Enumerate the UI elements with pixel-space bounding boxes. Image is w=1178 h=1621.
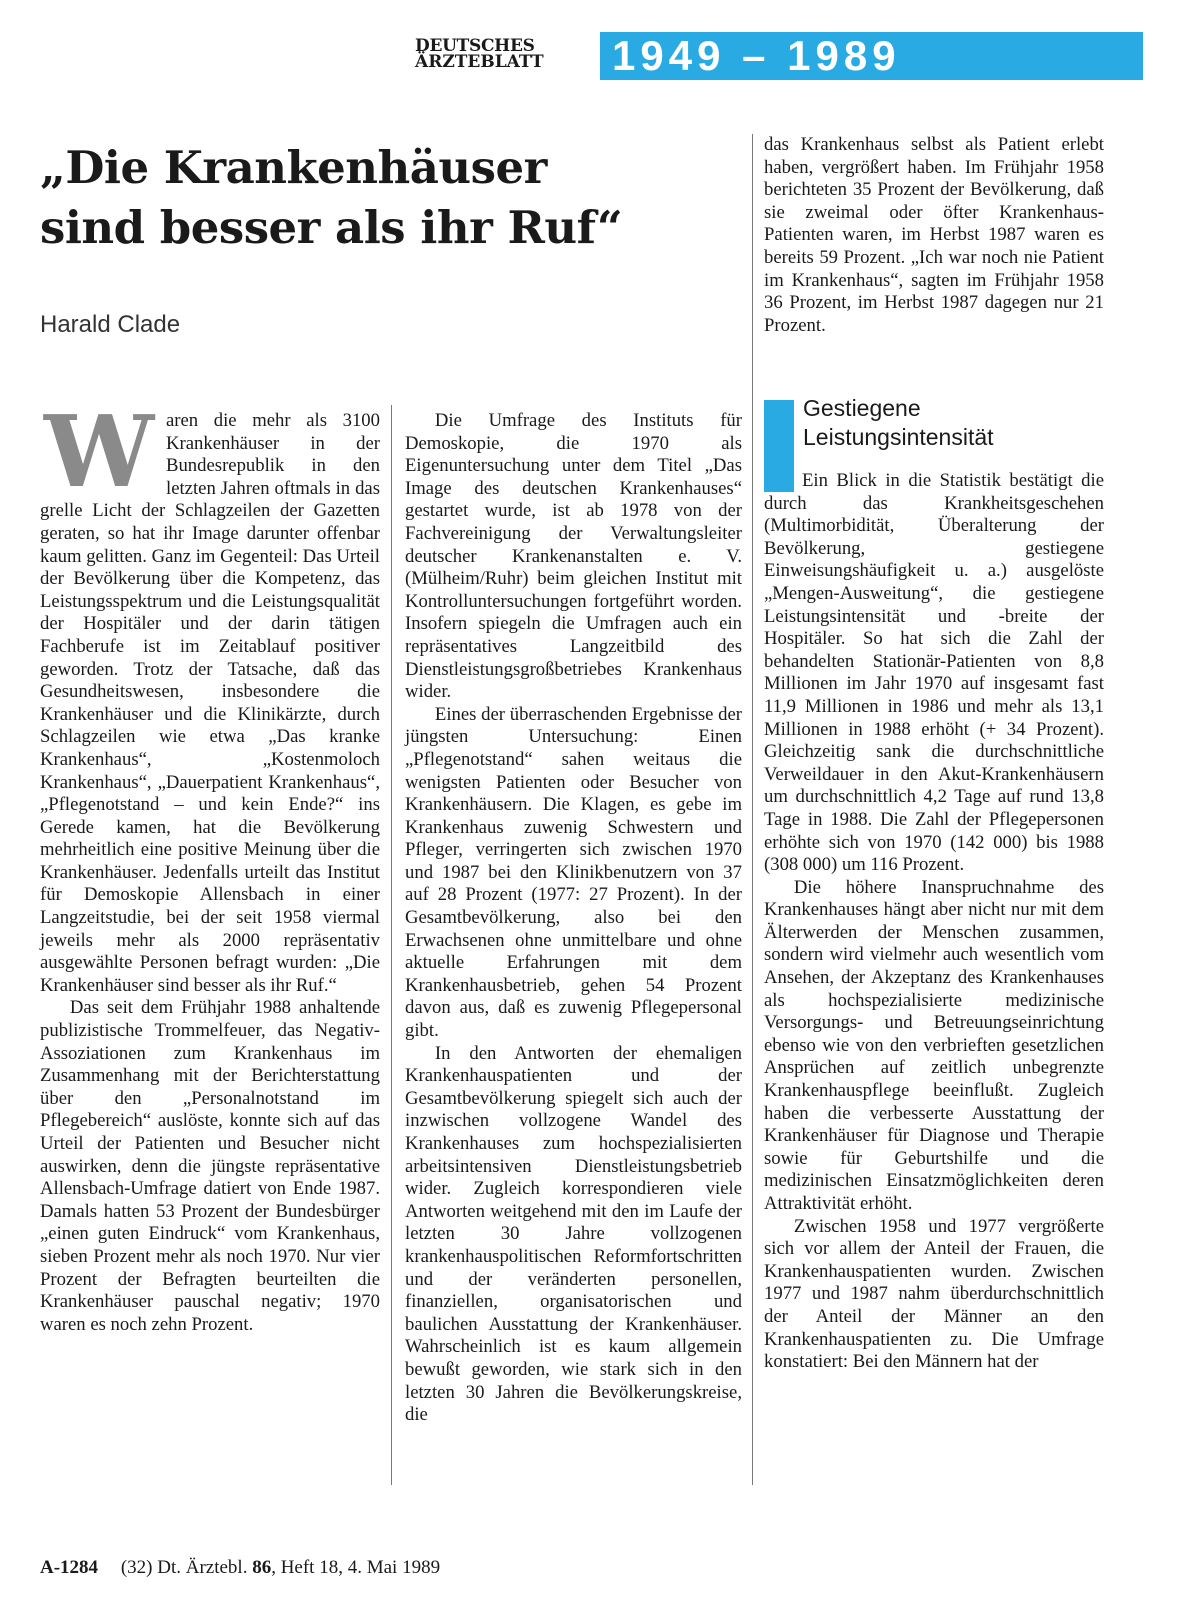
subheading xyxy=(803,394,1113,452)
subheading-line-2: Leistungsintensität xyxy=(803,424,994,450)
column-3 xyxy=(764,470,1104,1374)
paragraph: das Krankenhaus selbst als Patient erlebt haben, vergrößert haben. Im Frühjahr 1958 berichteten 35 Prozent der Bevölkerung, daß sie zweimal oder öfter Krankenhaus-Patienten waren, im Herbst 1987 waren es bereits 59 Prozent. „Ich war noch nie Patient im Krankenhaus“, sagten im Frühjahr 1958 36 Prozent, im Herbst 1987 dagegen nur 21 Prozent. xyxy=(764,134,1104,336)
title-line-2: sind besser als ihr Ruf“ xyxy=(40,201,623,254)
paragraph: Das seit dem Frühjahr 1988 anhaltende publizistische Trommelfeuer, das Negativ-Assoziationen zum Krankenhaus im Zusammenhang mit der Berichterstattung über den „Personalnotstand im Pflegebereich“ auslöste, konnte sich auf das Urteil der Patienten und Besucher nicht auswirken, denn die jüngste repräsentative Allensbach-Umfrage datiert von Ende 1987. Damals hatten 53 Prozent der Bundesbürger „einen guten Eindruck“ vom Krankenhaus, sieben Prozent mehr als noch 1970. Nur vier Prozent der Befragten beurteilten die Krankenhäuser pauschal negativ; 1970 waren es noch zehn Prozent. xyxy=(40,997,380,1335)
paragraph: Ein Blick in die Statistik bestätigt die durch das Krankheitsgeschehen (Multimorbidität, Überalterung der Bevölkerung, gestiegene Einweisungshäufigkeit u. a.) ausgelöste „Mengen-Ausweitung“, die gestiegene Leistungsintensität und -breite der Hospitäler. So hat sich die Zahl der behandelten Stationär-Patienten von 8,8 Millionen im Jahr 1970 auf insgesamt fast 11,9 Millionen in 1986 und mehr als 13,1 Millionen in 1988 erhöht (+ 34 Prozent). Gleichzeitig sank die durchschnittliche Verweildauer in den Akut-Krankenhäusern um durchschnittlich 4,2 Tage auf rund 13,8 Tage in 1988. Die Zahl der Pflegepersonen erhöhte sich von 1970 (142 000) bis 1988 (308 000) um 116 Prozent. xyxy=(764,470,1104,876)
column-rule-2 xyxy=(752,134,753,1485)
dropcap-glyph xyxy=(40,414,158,488)
paragraph: Eines der überraschenden Ergebnisse der jüngsten Untersuchung: Einen „Pflegenotstand“ sahen weitaus die wenigsten Patienten oder Besucher von Krankenhäusern. Die Klagen, es gebe im Krankenhaus zuwenig Schwestern und Pfleger, verringerten sich zwischen 1970 und 1987 bei den Klinikbenutzern von 37 auf 28 Prozent (1977: 27 Prozent). In der Gesamtbevölkerung, also bei den Erwachsenen ohne unmittelbare und ohne aktuelle Erfahrungen mit dem Krankenhausbetrieb, gehen 54 Prozent davon aus, daß es zuwenig Pflegepersonal gibt. xyxy=(405,703,742,1042)
dropcap-w xyxy=(40,414,158,488)
author-name: Harald Clade xyxy=(40,311,181,338)
logo-line-2: ÄRZTEBLATT xyxy=(415,52,544,72)
column-2 xyxy=(405,410,742,1427)
page-footer xyxy=(40,1556,740,1580)
page-number: A-1284 xyxy=(40,1557,99,1578)
paragraph: Zwischen 1958 und 1977 vergrößerte sich vor allem der Anteil der Frauen, die Krankenhauspatienten wurden. Zwischen 1977 und 1987 nahm überdurchschnittlich der Anteil der Männer an den Krankenhauspatienten zu. Die Umfrage konstatiert: Bei den Männern hat der xyxy=(764,1215,1104,1373)
column-rule-1 xyxy=(391,405,392,1485)
paragraph: aren die mehr als 3100 Krankenhäuser in der Bundesrepublik in den letzten Jahren oftmals in das grelle Licht der Schlagzeilen der Gazetten geraten, so hat ihr Image darunter offenbar kaum gelitten. Ganz im Gegenteil: Das Urteil der Bevölkerung über die Kompetenz, das Leistungsspektrum und die Leistungsqualität der Hospitäler und der darin tätigen Fachberufe ist im Zeitablauf positiver geworden. Trotz der Tatsache, daß das Gesundheitswesen, insbesondere die Krankenhäuser und die Klinikärzte, durch Schlagzeilen wie etwa „Das kranke Krankenhaus“, „Kostenmoloch Krankenhaus“, „Dauerpatient Krankenhaus“, „Pflegenotstand – und kein Ende?“ ins Gerede kamen, hat die Bevölkerung mehrheitlich eine positive Meinung über die Krankenhäuser. Jedenfalls urteilt das Institut für Demoskopie Allensbach in einer Langzeitstudie, bei der seit 1958 viermal jeweils mehr als 2000 repräsentativ ausgewählte Personen befragt wurden: „Die Krankenhäuser sind besser als ihr Ruf.“ xyxy=(40,410,380,996)
anniversary-banner: 1949 – 1989 xyxy=(600,32,1143,80)
source-suffix: , Heft 18, 4. Mai 1989 xyxy=(271,1557,441,1578)
paragraph: Die Umfrage des Instituts für Demoskopie, die 1970 als Eigenuntersuchung unter dem Titel „Das Image des deutschen Krankenhauses“ gestartet wurde, ist ab 1978 von der Fachvereinigung der Verwaltungsleiter deutscher Krankenanstalten e. V. (Mülheim/Ruhr) beim gleichen Institut mit Kontrolluntersuchungen fortgeführt worden. Insofern spiegeln die Umfragen auch ein repräsentatives Langzeitbild des Dienstleistungsgroßbetriebes Krankenhaus wider. xyxy=(405,410,742,703)
volume-number: 86 xyxy=(252,1557,272,1578)
column-3-top xyxy=(764,134,1104,337)
source-prefix: (32) Dt. Ärztebl. xyxy=(120,1557,248,1578)
paragraph: Die höhere Inanspruchnahme des Krankenhauses hängt aber nicht nur mit dem Älterwerden der Menschen zusammen, sondern wird vielmehr auch wesentlich vom Ansehen, der Akzeptanz des Krankenhauses als hochspezialisierte medizinische Versorgungs- und Betreuungseinrichtung ebenso wie von den verbrieften gesetzlichen Ansprüchen auf zeitlich unbegrenzte Krankenhauspflege beeinflußt. Zugleich haben die verbesserte Ausstattung der Krankenhäuser für Diagnose und Therapie sowie für Geburtshilfe und die medizinischen Einsatzmöglichkeiten deren Attraktivität erhöht. xyxy=(764,876,1104,1214)
logo-line-1: DEUTSCHES xyxy=(415,36,535,56)
title-line-1: „Die Krankenhäuser xyxy=(40,141,547,194)
paragraph: In den Antworten der ehemaligen Krankenhauspatienten und der Gesamtbevölkerung spiegelt sich auch der inzwischen vollzogene Wandel des Krankenhauses zum hochspezialisierten arbeitsintensiven Dienstleistungsbetrieb wider. Zugleich korrespondieren viele Antworten weitgehend mit den im Laufe der letzten 30 Jahre vollzogenen krankenhauspolitischen Reformfortschritten und der veränderten personellen, finanziellen, organisatorischen und baulichen Ausstattung der Krankenhäuser. Wahrscheinlich ist es kaum allgemein bewußt geworden, wie stark sich in den letzten 30 Jahren die Bevölkerungskreise, die xyxy=(405,1042,742,1426)
masthead-logo xyxy=(415,38,590,70)
svg-text:W: W xyxy=(43,414,155,488)
column-1 xyxy=(40,410,380,1336)
subheading-line-1: Gestiegene xyxy=(803,395,921,421)
article-title xyxy=(40,138,760,258)
